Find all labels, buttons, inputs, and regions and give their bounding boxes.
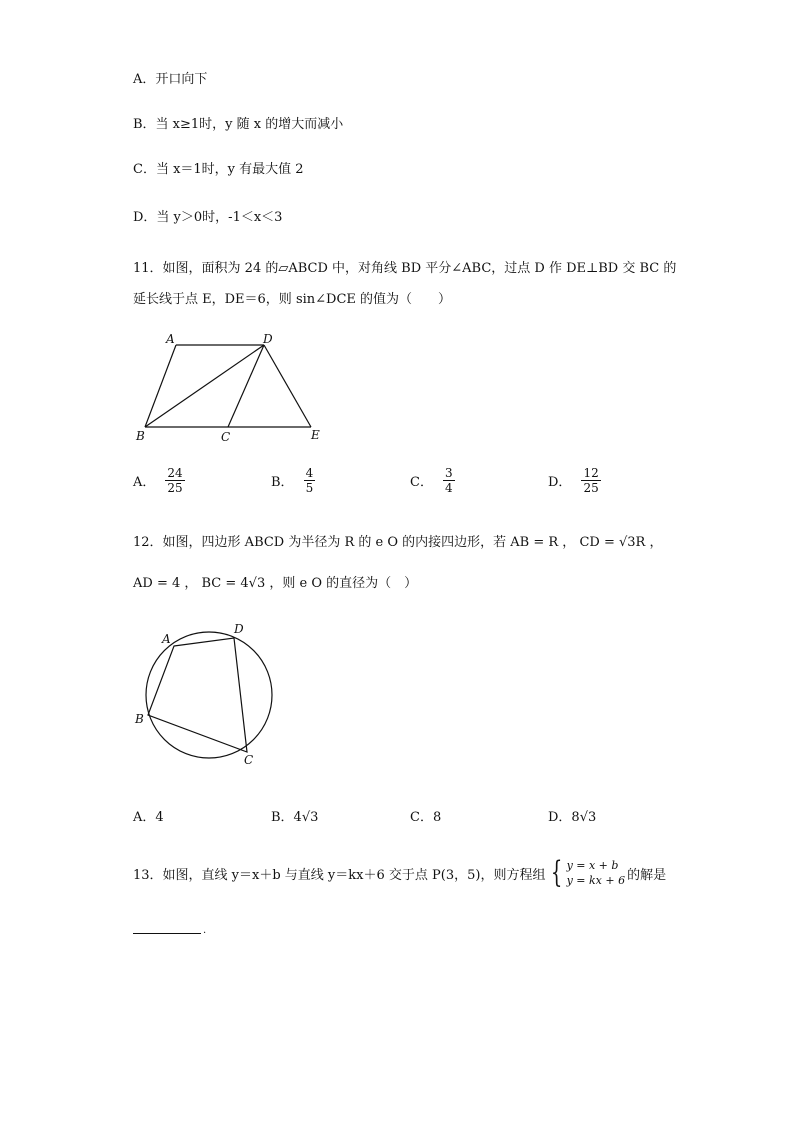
- q13-end-mark: .: [203, 925, 207, 936]
- q11-option-b-numerator: 4: [305, 466, 314, 480]
- q12-stem-line1: 12．如图，四边形 ABCD 为半径为 R 的 e O 的内接四边形，若 AB = R ， CD = √3R ，: [133, 535, 663, 550]
- q11-option-a-letter: A．: [133, 475, 156, 490]
- q12-label-c: C: [244, 753, 254, 767]
- q11-option-a[interactable]: [133, 466, 185, 495]
- q11-parallelogram-figure: [130, 328, 330, 448]
- q12-option-d[interactable]: [548, 806, 596, 825]
- q11-option-c-fraction: [443, 466, 455, 495]
- q10-option-b: B．当 x≥1时，y 随 x 的增大而减小: [133, 117, 344, 132]
- q13-stem: [133, 855, 667, 890]
- q11-option-b-letter: B．: [271, 475, 294, 490]
- q11-stem-line2: 延长线于点 E，DE＝6，则 sin∠DCE 的值为（ ）: [133, 292, 452, 307]
- q11-option-d-denominator: 25: [583, 481, 599, 495]
- q12-option-c-text: C．8: [410, 810, 442, 825]
- q10-option-c: C．当 x＝1时，y 有最大值 2: [133, 162, 304, 177]
- q11-option-b-denominator: 5: [305, 481, 314, 495]
- q12-option-d-text: D．8√3: [548, 810, 597, 825]
- q13-equation-system: [547, 855, 626, 890]
- q11-option-a-fraction: [165, 466, 184, 495]
- q11-label-d: D: [263, 332, 273, 346]
- q12-label-b: B: [135, 712, 144, 726]
- q11-option-c-letter: C．: [410, 475, 433, 490]
- q11-stem-line1: 11．如图，面积为 24 的▱ABCD 中，对角线 BD 平分∠ABC，过点 D 作 DE⊥BD 交 BC 的: [133, 261, 677, 276]
- q11-option-a-numerator: 24: [167, 466, 183, 480]
- q13-stem-suffix: 的解是: [627, 867, 667, 883]
- q13-brace-icon: {: [551, 855, 563, 890]
- q13-stem-prefix: 13．如图，直线 y＝x＋b 与直线 y＝kx＋6 交于点 P(3，5)，则方程组: [133, 867, 546, 883]
- q12-circle-o: [146, 632, 272, 758]
- q12-option-a-text: A．4: [133, 810, 164, 825]
- q11-label-b: B: [136, 429, 145, 443]
- q12-option-b[interactable]: [271, 806, 318, 825]
- q12-quadrilateral-abcd: [148, 638, 247, 752]
- q12-label-d: D: [234, 622, 244, 636]
- q11-label-a: A: [166, 332, 175, 346]
- q11-option-b[interactable]: [271, 466, 315, 495]
- q10-option-d: D．当 y＞0时，-1＜x＜3: [133, 210, 283, 225]
- q11-option-c-numerator: 3: [444, 466, 453, 480]
- q11-option-d-fraction: [581, 466, 600, 495]
- q11-option-d-numerator: 12: [583, 466, 599, 480]
- q10-option-a: A．开口向下: [133, 72, 208, 87]
- q13-equation-1: y = x + b: [566, 859, 619, 872]
- q12-options: [133, 806, 693, 846]
- q11-label-e: E: [311, 428, 320, 442]
- q13-equation-2: y = kx + 6: [566, 874, 626, 887]
- q12-option-a[interactable]: [133, 806, 164, 825]
- q12-stem-line2: AD = 4 ， BC = 4√3 ，则 e O 的直径为（ ）: [133, 576, 418, 591]
- q12-inscribed-quadrilateral-figure: [128, 618, 288, 778]
- q12-label-a: A: [162, 632, 171, 646]
- q13-answer-blank[interactable]: [133, 933, 201, 934]
- q11-option-b-fraction: [304, 466, 316, 495]
- q11-label-c: C: [221, 430, 231, 444]
- q11-option-d[interactable]: [548, 466, 601, 495]
- q12-option-c[interactable]: [410, 806, 441, 825]
- q11-option-c-denominator: 4: [444, 481, 453, 495]
- q11-option-d-letter: D．: [548, 475, 572, 490]
- q12-option-b-text: B．4√3: [271, 810, 319, 825]
- q11-option-c[interactable]: [410, 466, 455, 495]
- q11-option-a-denominator: 25: [167, 481, 183, 495]
- q11-segment-de: [264, 345, 311, 427]
- q11-options: [133, 466, 693, 506]
- q11-segment-ab: [145, 345, 176, 427]
